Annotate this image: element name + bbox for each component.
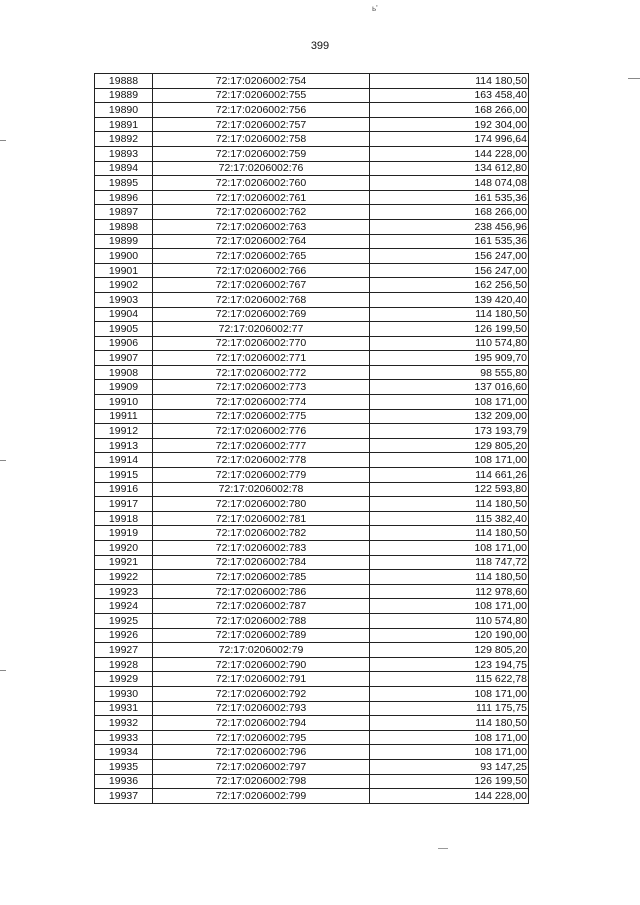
cadastral-number: 72:17:0206002:756 [153, 103, 370, 118]
table-row [95, 409, 529, 424]
cadastral-value: 118 747,72 [370, 555, 529, 570]
table-row [95, 730, 529, 745]
row-number: 19927 [95, 643, 153, 658]
row-number: 19902 [95, 278, 153, 293]
cadastral-number: 72:17:0206002:761 [153, 190, 370, 205]
cadastral-number: 72:17:0206002:793 [153, 701, 370, 716]
cadastral-number: 72:17:0206002:759 [153, 146, 370, 161]
table-row [95, 701, 529, 716]
cadastral-number: 72:17:0206002:783 [153, 541, 370, 556]
cadastral-number: 72:17:0206002:798 [153, 774, 370, 789]
cadastral-number: 72:17:0206002:767 [153, 278, 370, 293]
cadastral-number: 72:17:0206002:778 [153, 453, 370, 468]
cadastral-number: 72:17:0206002:788 [153, 613, 370, 628]
row-number: 19916 [95, 482, 153, 497]
cadastral-number: 72:17:0206002:799 [153, 789, 370, 804]
table-body [95, 74, 529, 804]
row-number: 19923 [95, 584, 153, 599]
row-number: 19928 [95, 657, 153, 672]
cadastral-value: 98 555,80 [370, 365, 529, 380]
cadastral-value: 108 171,00 [370, 453, 529, 468]
cadastral-value: 144 228,00 [370, 789, 529, 804]
row-number: 19934 [95, 745, 153, 760]
row-number: 19915 [95, 468, 153, 483]
margin-tick [0, 460, 6, 461]
table-row [95, 219, 529, 234]
cadastral-number: 72:17:0206002:757 [153, 117, 370, 132]
cadastral-number: 72:17:0206002:773 [153, 380, 370, 395]
table-row [95, 234, 529, 249]
table-row [95, 161, 529, 176]
table-row [95, 351, 529, 366]
table-row [95, 672, 529, 687]
cadastral-value: 108 171,00 [370, 745, 529, 760]
row-number: 19908 [95, 365, 153, 380]
cadastral-value: 108 171,00 [370, 395, 529, 410]
cadastral-value: 126 199,50 [370, 322, 529, 337]
row-number: 19917 [95, 497, 153, 512]
cadastral-value: 129 805,20 [370, 643, 529, 658]
cadastral-value: 114 180,50 [370, 570, 529, 585]
table-row [95, 103, 529, 118]
row-number: 19905 [95, 322, 153, 337]
cadastral-value: 129 805,20 [370, 438, 529, 453]
table-row [95, 599, 529, 614]
cadastral-number: 72:17:0206002:790 [153, 657, 370, 672]
cadastral-value: 115 622,78 [370, 672, 529, 687]
cadastral-value: 134 612,80 [370, 161, 529, 176]
cadastral-value: 161 535,36 [370, 234, 529, 249]
row-number: 19926 [95, 628, 153, 643]
cadastral-value: 112 978,60 [370, 584, 529, 599]
cadastral-value: 108 171,00 [370, 599, 529, 614]
cadastral-value: 192 304,00 [370, 117, 529, 132]
cadastral-number: 72:17:0206002:76 [153, 161, 370, 176]
table-row [95, 482, 529, 497]
row-number: 19890 [95, 103, 153, 118]
cadastral-number: 72:17:0206002:797 [153, 759, 370, 774]
cadastral-value: 114 180,50 [370, 497, 529, 512]
cadastral-value: 114 180,50 [370, 307, 529, 322]
row-number: 19895 [95, 176, 153, 191]
cadastral-number: 72:17:0206002:765 [153, 249, 370, 264]
cadastral-value: 114 180,50 [370, 526, 529, 541]
table-row [95, 88, 529, 103]
cadastral-number: 72:17:0206002:760 [153, 176, 370, 191]
table-row [95, 365, 529, 380]
table-row [95, 613, 529, 628]
table-row [95, 789, 529, 804]
table-row [95, 584, 529, 599]
table-row [95, 511, 529, 526]
cadastral-number: 72:17:0206002:771 [153, 351, 370, 366]
cadastral-number: 72:17:0206002:758 [153, 132, 370, 147]
row-number: 19932 [95, 716, 153, 731]
table-row [95, 468, 529, 483]
table-row [95, 745, 529, 760]
row-number: 19930 [95, 686, 153, 701]
cadastral-value: 148 074,08 [370, 176, 529, 191]
cadastral-number: 72:17:0206002:785 [153, 570, 370, 585]
cadastral-number: 72:17:0206002:777 [153, 438, 370, 453]
cadastral-number: 72:17:0206002:791 [153, 672, 370, 687]
cadastral-number: 72:17:0206002:776 [153, 424, 370, 439]
table-row [95, 453, 529, 468]
table-row [95, 278, 529, 293]
table-row [95, 759, 529, 774]
cadastral-number: 72:17:0206002:789 [153, 628, 370, 643]
row-number: 19925 [95, 613, 153, 628]
cadastral-number: 72:17:0206002:772 [153, 365, 370, 380]
row-number: 19912 [95, 424, 153, 439]
table-row [95, 570, 529, 585]
table-row [95, 438, 529, 453]
cadastral-number: 72:17:0206002:779 [153, 468, 370, 483]
cadastral-number: 72:17:0206002:782 [153, 526, 370, 541]
cadastral-value: 174 996,64 [370, 132, 529, 147]
table-row [95, 526, 529, 541]
table-row [95, 774, 529, 789]
margin-tick [628, 78, 640, 79]
row-number: 19936 [95, 774, 153, 789]
cadastral-value: 161 535,36 [370, 190, 529, 205]
row-number: 19913 [95, 438, 153, 453]
cadastral-value: 144 228,00 [370, 146, 529, 161]
cadastral-value: 168 266,00 [370, 103, 529, 118]
table-row [95, 380, 529, 395]
row-number: 19921 [95, 555, 153, 570]
table-row [95, 132, 529, 147]
cadastral-value: 108 171,00 [370, 541, 529, 556]
cadastral-value: 114 180,50 [370, 716, 529, 731]
table-row [95, 307, 529, 322]
row-number: 19894 [95, 161, 153, 176]
table-row [95, 395, 529, 410]
cadastral-number: 72:17:0206002:766 [153, 263, 370, 278]
cadastral-value: 111 175,75 [370, 701, 529, 716]
row-number: 19899 [95, 234, 153, 249]
table-row [95, 336, 529, 351]
row-number: 19919 [95, 526, 153, 541]
cadastral-value: 114 661,26 [370, 468, 529, 483]
cadastral-value: 123 194,75 [370, 657, 529, 672]
cadastral-value: 238 456,96 [370, 219, 529, 234]
cadastral-number: 72:17:0206002:77 [153, 322, 370, 337]
row-number: 19888 [95, 74, 153, 89]
cadastral-number: 72:17:0206002:784 [153, 555, 370, 570]
cadastral-value: 126 199,50 [370, 774, 529, 789]
cadastral-number: 72:17:0206002:792 [153, 686, 370, 701]
cadastral-number: 72:17:0206002:754 [153, 74, 370, 89]
cadastral-value: 110 574,80 [370, 613, 529, 628]
row-number: 19909 [95, 380, 153, 395]
cadastral-value: 122 593,80 [370, 482, 529, 497]
cadastral-value: 108 171,00 [370, 730, 529, 745]
table-row [95, 716, 529, 731]
table-row [95, 686, 529, 701]
table-row [95, 117, 529, 132]
row-number: 19900 [95, 249, 153, 264]
cadastral-value: 120 190,00 [370, 628, 529, 643]
cadastral-number: 72:17:0206002:780 [153, 497, 370, 512]
table-row [95, 249, 529, 264]
cadastral-number: 72:17:0206002:775 [153, 409, 370, 424]
cadastral-number: 72:17:0206002:769 [153, 307, 370, 322]
cadastral-number: 72:17:0206002:786 [153, 584, 370, 599]
cadastral-number: 72:17:0206002:774 [153, 395, 370, 410]
cadastral-number: 72:17:0206002:781 [153, 511, 370, 526]
row-number: 19929 [95, 672, 153, 687]
cadastral-number: 72:17:0206002:795 [153, 730, 370, 745]
cadastral-value-table [94, 73, 529, 804]
row-number: 19903 [95, 292, 153, 307]
cadastral-number: 72:17:0206002:762 [153, 205, 370, 220]
table-row [95, 322, 529, 337]
row-number: 19901 [95, 263, 153, 278]
table-row [95, 146, 529, 161]
cadastral-value: 93 147,25 [370, 759, 529, 774]
row-number: 19911 [95, 409, 153, 424]
row-number: 19889 [95, 88, 153, 103]
cadastral-value: 162 256,50 [370, 278, 529, 293]
scan-speck [438, 848, 448, 849]
table-row [95, 424, 529, 439]
cadastral-number: 72:17:0206002:755 [153, 88, 370, 103]
cadastral-number: 72:17:0206002:770 [153, 336, 370, 351]
cadastral-value: 114 180,50 [370, 74, 529, 89]
table-row [95, 541, 529, 556]
cadastral-value: 110 574,80 [370, 336, 529, 351]
row-number: 19933 [95, 730, 153, 745]
scan-mark: ь' [372, 4, 378, 13]
row-number: 19937 [95, 789, 153, 804]
margin-tick [0, 140, 6, 141]
row-number: 19924 [95, 599, 153, 614]
margin-tick [0, 670, 6, 671]
table-row [95, 657, 529, 672]
table-row [95, 74, 529, 89]
cadastral-number: 72:17:0206002:78 [153, 482, 370, 497]
row-number: 19896 [95, 190, 153, 205]
cadastral-value: 173 193,79 [370, 424, 529, 439]
cadastral-number: 72:17:0206002:79 [153, 643, 370, 658]
row-number: 19906 [95, 336, 153, 351]
row-number: 19907 [95, 351, 153, 366]
cadastral-number: 72:17:0206002:787 [153, 599, 370, 614]
row-number: 19918 [95, 511, 153, 526]
row-number: 19920 [95, 541, 153, 556]
cadastral-value: 168 266,00 [370, 205, 529, 220]
table-row [95, 190, 529, 205]
row-number: 19893 [95, 146, 153, 161]
cadastral-value: 132 209,00 [370, 409, 529, 424]
row-number: 19931 [95, 701, 153, 716]
table-row [95, 205, 529, 220]
table-row [95, 263, 529, 278]
cadastral-value: 108 171,00 [370, 686, 529, 701]
cadastral-number: 72:17:0206002:768 [153, 292, 370, 307]
row-number: 19897 [95, 205, 153, 220]
cadastral-value: 156 247,00 [370, 249, 529, 264]
table-row [95, 497, 529, 512]
row-number: 19898 [95, 219, 153, 234]
cadastral-number: 72:17:0206002:764 [153, 234, 370, 249]
row-number: 19910 [95, 395, 153, 410]
cadastral-value: 137 016,60 [370, 380, 529, 395]
cadastral-value: 163 458,40 [370, 88, 529, 103]
table-row [95, 628, 529, 643]
cadastral-number: 72:17:0206002:796 [153, 745, 370, 760]
table-row [95, 643, 529, 658]
cadastral-value: 195 909,70 [370, 351, 529, 366]
cadastral-number: 72:17:0206002:763 [153, 219, 370, 234]
cadastral-value: 156 247,00 [370, 263, 529, 278]
row-number: 19914 [95, 453, 153, 468]
cadastral-value: 115 382,40 [370, 511, 529, 526]
table-row [95, 176, 529, 191]
table-row [95, 292, 529, 307]
page-number: 399 [310, 40, 330, 52]
row-number: 19904 [95, 307, 153, 322]
cadastral-value: 139 420,40 [370, 292, 529, 307]
row-number: 19892 [95, 132, 153, 147]
row-number: 19891 [95, 117, 153, 132]
cadastral-number: 72:17:0206002:794 [153, 716, 370, 731]
row-number: 19922 [95, 570, 153, 585]
table-row [95, 555, 529, 570]
row-number: 19935 [95, 759, 153, 774]
